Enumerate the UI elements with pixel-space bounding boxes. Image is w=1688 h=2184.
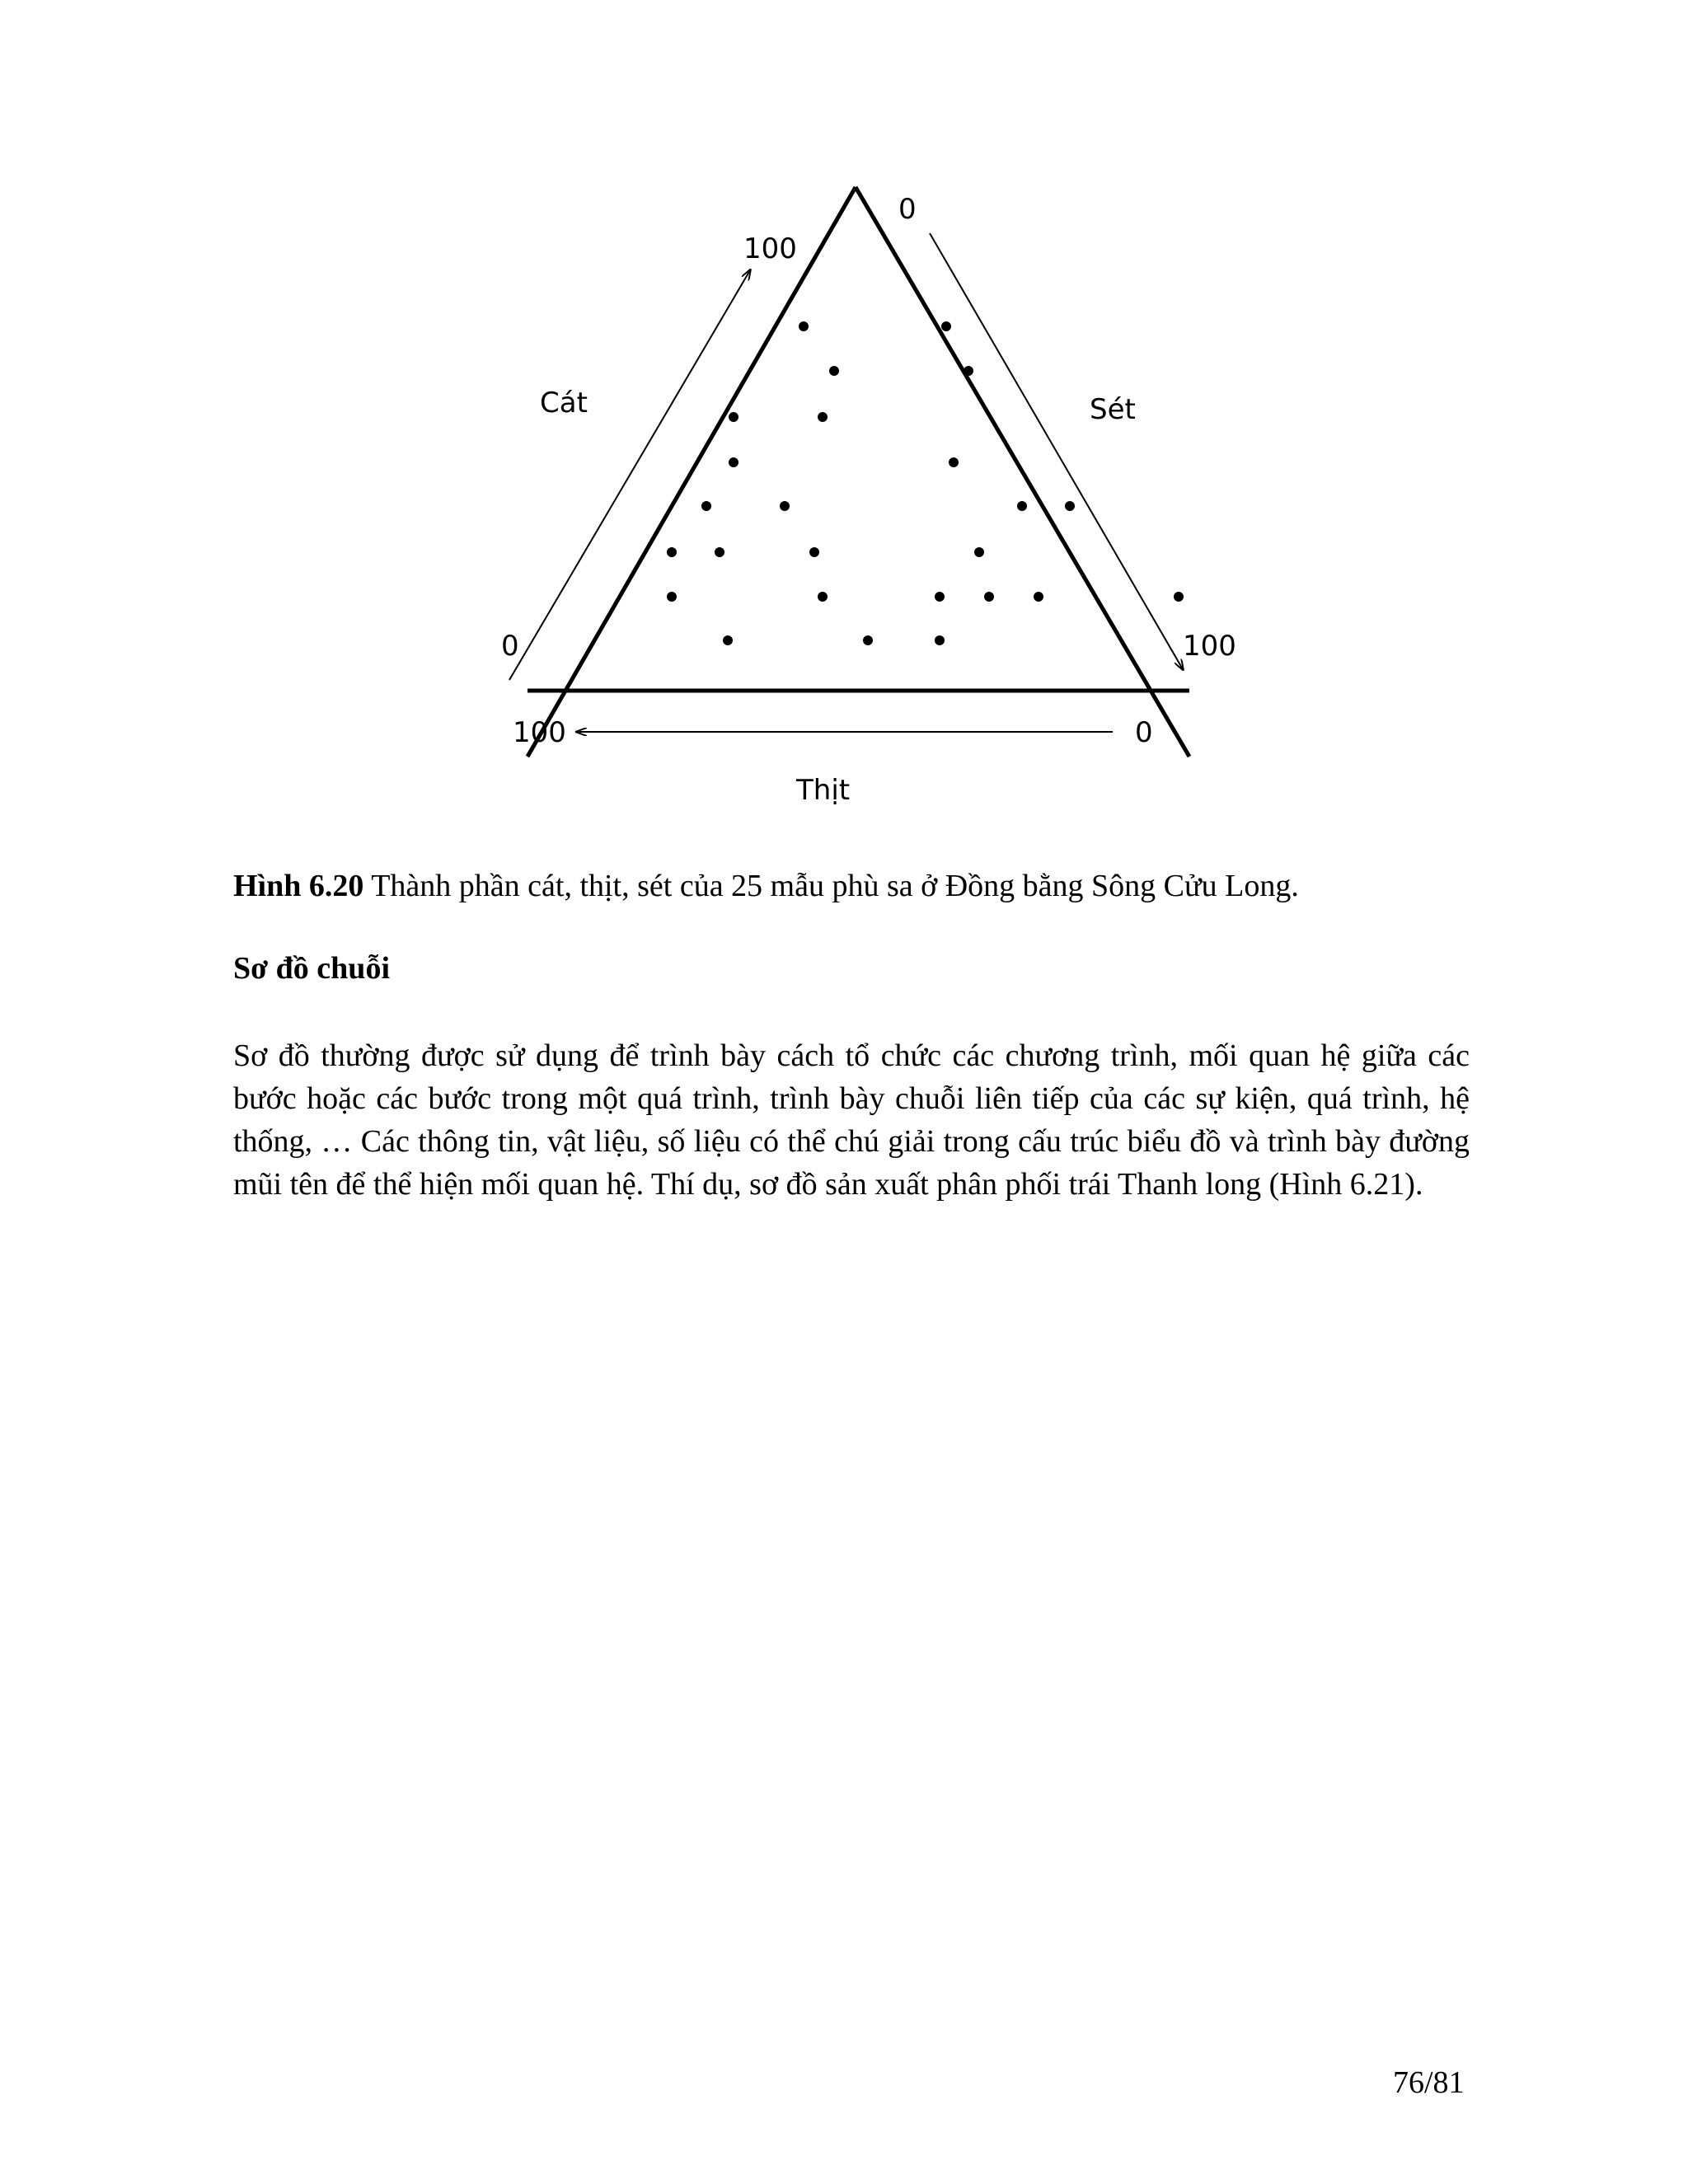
clay-axis-max-label: 100 xyxy=(1183,630,1236,663)
sample-point xyxy=(1017,501,1027,511)
sample-point xyxy=(715,547,724,557)
body-paragraph: Sơ đồ thường được sử dụng để trình bày cách tổ chức các chương trình, mối quan hệ giữa các bước hoặc các bước trong một quá trình, trình bày chuỗi liên tiếp của các sự kiện, quá trình, hệ thống, … Các thông tin, vật liệu, số liệu có thể chú giải trong cấu trúc biểu đồ và trình bày đường mũi tên để thể hiện mối quan hệ. Thí dụ, sơ đồ sản xuất phân phối trái Thanh long (Hình 6.21). xyxy=(233,1038,1470,1202)
sample-point xyxy=(799,321,809,331)
sample-point xyxy=(863,635,873,645)
sample-point xyxy=(818,412,828,422)
section-heading: Sơ đồ chuỗi xyxy=(233,951,390,986)
triangle-right-side xyxy=(856,187,1189,757)
figure-caption xyxy=(233,868,1470,904)
figure-number: Hình 6.20 xyxy=(233,869,364,903)
sand-axis-label: Cát xyxy=(540,387,588,419)
sample-point xyxy=(667,592,677,602)
sample-point xyxy=(729,457,738,467)
sample-point xyxy=(941,321,951,331)
figure-caption-text: Thành phần cát, thịt, sét của 25 mẫu phù sa ở Đồng bằng Sông Cửu Long. xyxy=(363,869,1299,903)
soil-texture-triangle-diagram xyxy=(0,0,1688,824)
sample-point xyxy=(1034,592,1043,602)
sample-point xyxy=(667,547,677,557)
sample-point xyxy=(1174,592,1184,602)
sample-point xyxy=(809,547,819,557)
clay-axis-label: Sét xyxy=(1090,393,1136,426)
sample-point xyxy=(729,412,738,422)
sample-point xyxy=(935,592,945,602)
sample-point xyxy=(984,592,994,602)
sample-point xyxy=(935,635,945,645)
sample-point xyxy=(1065,501,1075,511)
sample-point xyxy=(974,547,984,557)
silt-axis-label: Thịt xyxy=(796,774,851,807)
sample-point xyxy=(723,635,733,645)
silt-axis-max-label: 100 xyxy=(513,716,566,749)
triangle-left-side xyxy=(528,187,856,757)
sample-point xyxy=(818,592,828,602)
sample-point xyxy=(829,366,839,376)
sand-axis-arrow xyxy=(509,270,750,680)
silt-axis-min-label: 0 xyxy=(1135,716,1153,749)
sand-axis-min-label: 0 xyxy=(501,630,519,663)
sample-point xyxy=(949,457,959,467)
clay-axis-min-label: 0 xyxy=(898,193,917,226)
clay-axis-arrow xyxy=(930,233,1183,669)
sand-axis-max-label: 100 xyxy=(743,232,797,265)
page-number: 76/81 xyxy=(1393,2065,1465,2100)
sample-point xyxy=(701,501,711,511)
sample-point xyxy=(780,501,790,511)
sample-point xyxy=(964,366,973,376)
